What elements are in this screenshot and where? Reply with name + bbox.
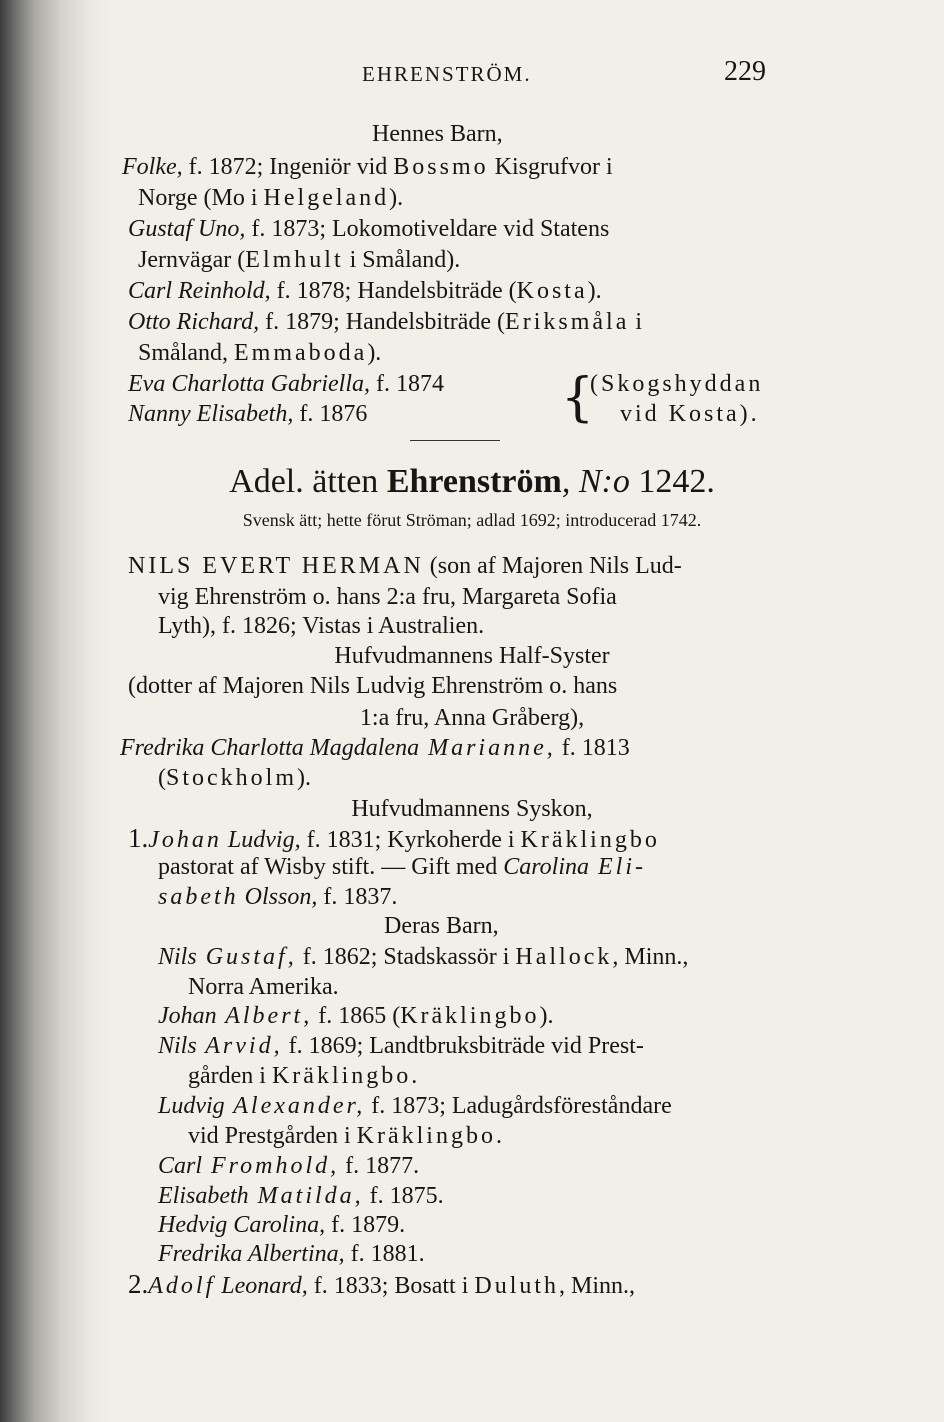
subsection-heading: Hufvudmannens Half-Syster [334,643,610,669]
entry-line: pastorat af Wisby stift. — Gift med Carolina Eli- [158,854,646,880]
brace-annotation-line: vid Kosta). [620,401,760,427]
entry-line: Johan Albert, f. 1865 (Kräklingbo). [158,1003,554,1029]
brace-icon: { [561,368,595,428]
entry-line: gården i Kräklingbo. [188,1063,418,1089]
entry-line: Nils Arvid, f. 1869; Landtbruksbiträde vid Prest- [158,1033,644,1059]
entry-line: Norge (Mo i Helgeland). [138,185,404,211]
section-divider [410,440,500,441]
entry-line: Gustaf Uno, f. 1873; Lokomotiveldare vid Statens [128,216,610,242]
section-heading-hennes-barn: Hennes Barn, [372,121,503,147]
entry-line: Folke, f. 1872; Ingeniör vid Bossmo Kisgrufvor i [122,154,613,180]
entry-line: Elisabeth Matilda, f. 1875. [158,1183,444,1209]
entry-line: Ludvig Alexander, f. 1873; Ladugårdsföreståndare [158,1093,672,1119]
brace-annotation-line: (Skogshyddan [590,371,764,397]
entry-line: vid Prestgården i Kräklingbo. [188,1123,502,1149]
page-number: 229 [724,56,766,87]
entry-line: 1.Johan Ludvig, f. 1831; Kyrkoherde i Kräklingbo [128,823,660,853]
entry-line: Hedvig Carolina, f. 1879. [158,1212,406,1238]
entry-line: (Stockholm). [158,765,312,791]
entry-line: Nanny Elisabeth, f. 1876 [128,401,368,427]
entry-line: Nils Gustaf, f. 1862; Stadskassör i Hallock, Minn., [158,944,689,970]
entry-line: Fredrika Charlotta Magdalena Marianne, f. 1813 [120,735,630,761]
subsection-heading: Hufvudmannens Syskon, [351,796,593,822]
entry-line: sabeth Olsson, f. 1837. [158,884,398,910]
entry-line: 1:a fru, Anna Gråberg), [359,705,585,731]
entry-line: Eva Charlotta Gabriella, f. 1874 [128,371,444,397]
subsection-heading: Deras Barn, [384,913,499,939]
entry-line: (dotter af Majoren Nils Ludvig Ehrenström o. hans [128,673,618,699]
entry-line: Lyth), f. 1826; Vistas i Australien. [158,613,485,639]
entry-line: 2.Adolf Leonard, f. 1833; Bosatt i Duluth, Minn., [128,1269,636,1299]
entry-line: Carl Fromhold, f. 1877. [158,1153,420,1179]
family-heading: Adel. ätten Ehrenström, N:o 1242. [229,463,715,500]
entry-line: Norra Amerika. [188,974,339,1000]
entry-line: vig Ehrenström o. hans 2:a fru, Margareta Sofia [158,584,617,610]
entry-line: NILS EVERT HERMAN (son af Majoren Nils Lud- [128,553,682,579]
entry-line: Otto Richard, f. 1879; Handelsbiträde (Eriksmåla i [128,309,643,335]
entry-line: Carl Reinhold, f. 1878; Handelsbiträde (Kosta). [128,278,602,304]
entry-line: Småland, Emmaboda). [138,340,382,366]
running-header: EHRENSTRÖM. [362,62,532,86]
family-subheading: Svensk ätt; hette förut Ströman; adlad 1692; introducerad 1742. [242,510,702,530]
entry-line: Jernvägar (Elmhult i Småland). [138,247,461,273]
entry-line: Fredrika Albertina, f. 1881. [158,1241,425,1267]
